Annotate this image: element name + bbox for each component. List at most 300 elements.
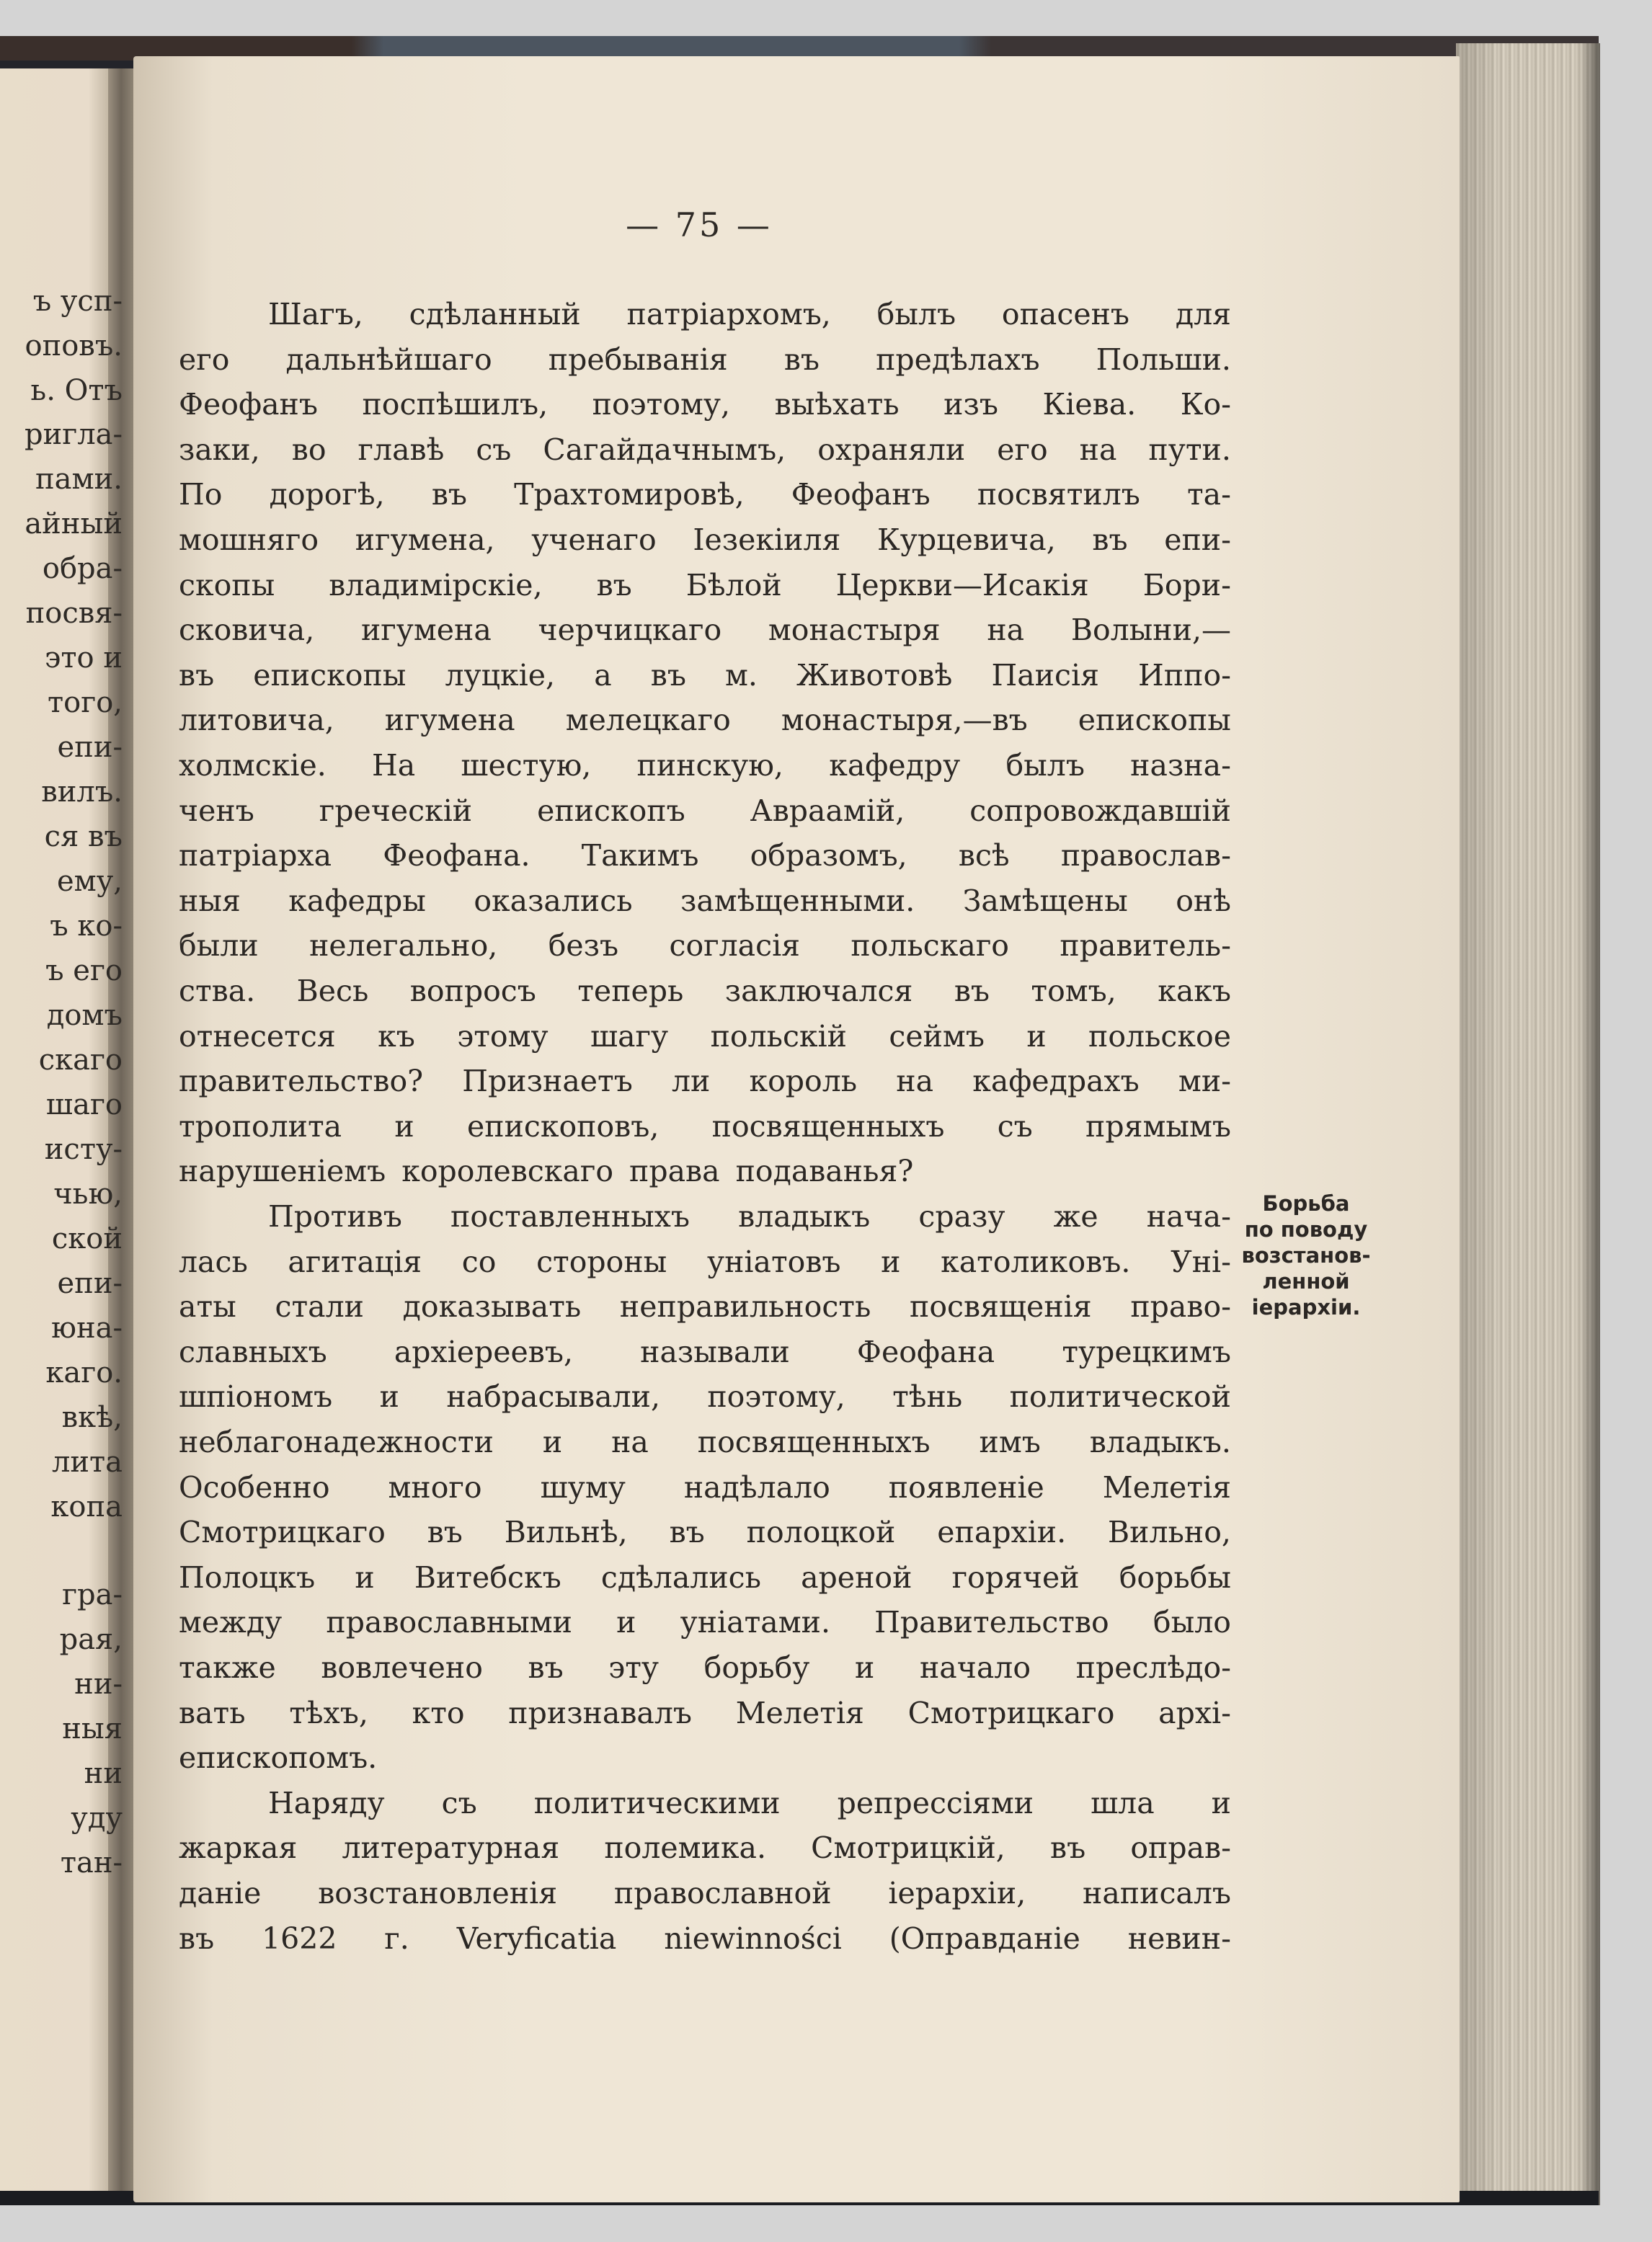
word: данiе [179, 1876, 262, 1910]
word: трополита [179, 1109, 342, 1144]
word: тѣнь [892, 1379, 963, 1414]
text-line [179, 1014, 1231, 1059]
word: назна- [1130, 748, 1231, 783]
word: г. [384, 1921, 409, 1956]
left-fragment: тан- [60, 1846, 123, 1880]
word: поэтому, [707, 1379, 845, 1414]
left-fragment: епи- [57, 1267, 123, 1300]
margin-note-line: Борьба [1262, 1191, 1350, 1216]
word: На [371, 748, 416, 783]
word: сковича, [179, 613, 315, 647]
word: оправ- [1130, 1830, 1231, 1865]
word: и [1026, 1019, 1047, 1054]
word: правитель- [1060, 928, 1231, 963]
word: ли [671, 1064, 711, 1098]
word: на [896, 1064, 934, 1098]
word: холмскiе. [179, 748, 327, 783]
word: полемика. [604, 1830, 766, 1865]
word: архi- [1158, 1696, 1231, 1730]
word: также [179, 1650, 276, 1685]
word: шуму [540, 1470, 626, 1505]
word: горячей [951, 1560, 1080, 1595]
word: та- [1187, 477, 1231, 512]
word: лась [179, 1245, 248, 1279]
word: унiатовъ [706, 1245, 841, 1279]
word: Правительство [874, 1605, 1109, 1640]
word: Признаетъ [462, 1064, 633, 1098]
word: жаркая [179, 1830, 298, 1865]
word: вопросъ [409, 974, 536, 1008]
word: шла [1091, 1786, 1155, 1820]
text-line [268, 292, 1231, 337]
word: католиковъ. [941, 1245, 1131, 1279]
left-fragment: ни- [74, 1668, 123, 1701]
word: поспѣшилъ, [362, 387, 549, 422]
left-fragment: уду [71, 1802, 123, 1835]
word: сдѣлались [600, 1560, 761, 1595]
word: въ [427, 1515, 463, 1549]
word: игумена [360, 613, 492, 647]
word: Кiева. [1042, 387, 1137, 422]
left-fragment: домъ [46, 999, 123, 1032]
word: Смотрицкаго [179, 1515, 386, 1549]
left-fragment: ъ усп- [32, 285, 123, 318]
left-fragment: ъ ко- [50, 909, 123, 943]
left-fragment: исту- [44, 1133, 123, 1166]
text-line [179, 1059, 1231, 1103]
word: Витебскъ [414, 1560, 561, 1595]
text-line [268, 1194, 1231, 1239]
word: Трахтомировѣ, [514, 477, 745, 512]
page-number: — 75 — [626, 205, 773, 244]
word: Такимъ [581, 838, 699, 873]
word: во [291, 432, 327, 467]
word: пребыванiя [548, 342, 728, 377]
word: подаванья? [735, 1154, 914, 1188]
word: и [379, 1379, 399, 1414]
word: Противъ [268, 1199, 402, 1234]
text-line [179, 1240, 1231, 1284]
word: ныя [179, 884, 241, 918]
left-fragment: копа [50, 1490, 123, 1523]
word: охраняли [817, 432, 966, 467]
word: отнесется [179, 1019, 336, 1054]
word: епи- [1164, 522, 1231, 557]
word: niewinności [664, 1921, 842, 1956]
word: епископовъ, [466, 1109, 660, 1144]
word: ареной [801, 1560, 912, 1595]
word: кафедрахъ [972, 1064, 1140, 1098]
word: пинскую, [636, 748, 783, 783]
left-fragment: ъ его [45, 954, 123, 987]
word: съ [997, 1109, 1033, 1144]
word: было [1153, 1605, 1231, 1640]
word: и [394, 1109, 414, 1144]
word: и [1211, 1786, 1231, 1820]
word: м. [725, 658, 758, 693]
word: игумена, [355, 522, 495, 557]
word: кафедру [829, 748, 961, 783]
word: ученаго [531, 522, 657, 557]
word: стали [275, 1289, 364, 1324]
word: польскiй [710, 1019, 847, 1054]
word: преслѣдо- [1075, 1650, 1231, 1685]
word: признавалъ [508, 1696, 692, 1730]
word: полоцкой [746, 1515, 896, 1549]
word: борьбы [1119, 1560, 1231, 1595]
word: ми- [1178, 1064, 1231, 1098]
word: въ [528, 1650, 564, 1685]
word: нелегально, [309, 928, 498, 963]
word: Волыни,— [1070, 613, 1231, 647]
word: Шагъ, [268, 297, 363, 332]
word: онѣ [1176, 884, 1231, 918]
text-line [179, 517, 1231, 562]
margin-note-line: по поводу [1244, 1217, 1368, 1242]
word: Особенно [179, 1470, 330, 1505]
left-fragment: ь. Отъ [30, 374, 123, 407]
word: дальнѣйшаго [285, 342, 492, 377]
word: епископомъ. [179, 1740, 378, 1775]
word: съ [441, 1786, 477, 1820]
text-line [179, 788, 1231, 833]
text-line [268, 1781, 1231, 1825]
word: Замѣщены [962, 884, 1128, 918]
left-fragment: вилъ. [41, 775, 123, 809]
word: въ [783, 342, 820, 377]
word: согласiя [669, 928, 801, 963]
word: оказались [474, 884, 633, 918]
word: замѣщенными. [680, 884, 915, 918]
word: владыкъ [738, 1199, 871, 1234]
word: луцкiе, [445, 658, 556, 693]
word: королевскаго [401, 1154, 614, 1188]
text-line [179, 1735, 1231, 1780]
word: изъ [943, 387, 998, 422]
text-line [179, 337, 1231, 382]
text-line [179, 1825, 1231, 1870]
text-line [179, 1691, 1231, 1735]
text-line [179, 1284, 1231, 1329]
word: посвященiя [910, 1289, 1092, 1324]
word: Феофанъ [179, 387, 318, 422]
word: 1622 [262, 1921, 337, 1956]
word: борьбу [703, 1650, 810, 1685]
word: Iезекiиля [693, 522, 841, 557]
word: православной [613, 1876, 832, 1910]
word: пути. [1148, 432, 1231, 467]
word: набрасывали, [446, 1379, 660, 1414]
margin-note [1234, 1191, 1378, 1320]
word: Польши. [1096, 342, 1231, 377]
left-fragment: юна- [51, 1312, 123, 1345]
left-fragment: каго. [45, 1356, 123, 1389]
word: въ [1092, 522, 1128, 557]
word: польское [1088, 1019, 1231, 1054]
left-fragment: вкѣ, [61, 1401, 123, 1434]
left-fragment: рая, [59, 1623, 123, 1656]
word: монастыря [768, 613, 941, 647]
word: сопровождавшiй [969, 793, 1231, 828]
text-line [179, 427, 1231, 472]
word: имъ [979, 1425, 1041, 1459]
word: игумена [384, 703, 515, 737]
word: черчицкаго [538, 613, 722, 647]
left-fragment: ся въ [44, 820, 123, 853]
text-line [179, 1465, 1231, 1510]
text-line [179, 1510, 1231, 1554]
word: аты [179, 1289, 236, 1324]
word: же [1053, 1199, 1098, 1234]
word: вать [179, 1696, 246, 1730]
word: Животовѣ [796, 658, 953, 693]
word: правительство? [179, 1064, 424, 1098]
text-line [179, 878, 1231, 923]
text-line [179, 833, 1231, 878]
word: на [987, 613, 1025, 647]
word: и [542, 1425, 563, 1459]
left-fragment: скаго [38, 1044, 123, 1077]
word: были [179, 928, 259, 963]
word: Мелетiя [735, 1696, 864, 1730]
word: православными [326, 1605, 572, 1640]
word: и [855, 1650, 875, 1685]
word: безъ [548, 928, 619, 963]
word: посвященныхъ [697, 1425, 931, 1459]
word: унiатами. [680, 1605, 830, 1640]
word: Феофанъ [791, 477, 931, 512]
word: ченъ [179, 793, 254, 828]
text-line [179, 1555, 1231, 1600]
word: и [881, 1245, 901, 1279]
word: репрессiями [837, 1786, 1034, 1820]
word: Авраамiй, [750, 793, 905, 828]
word: Курцевича, [877, 522, 1056, 557]
word: въ [179, 1921, 215, 1956]
left-fragment: ригла- [25, 418, 123, 451]
word: епархiи. [937, 1515, 1067, 1549]
word: политической [1009, 1379, 1231, 1414]
word: эту [608, 1650, 660, 1685]
word: посвященныхъ [711, 1109, 945, 1144]
word: король [749, 1064, 858, 1098]
word: Сагайдачнымъ, [543, 432, 786, 467]
left-fragment: посвя- [25, 597, 123, 630]
page-edges-shade [1456, 43, 1600, 2205]
word: Бори- [1142, 568, 1231, 602]
word: польскаго [851, 928, 1009, 963]
margin-note-line: ленной [1262, 1269, 1350, 1294]
word: неправильность [619, 1289, 871, 1324]
left-fragment: пами. [35, 463, 123, 496]
word: его [997, 432, 1048, 467]
word: предѣлахъ [876, 342, 1040, 377]
word: надѣлало [683, 1470, 830, 1505]
word: въ [954, 974, 990, 1008]
text-line [179, 653, 1231, 698]
word: Полоцкъ [179, 1560, 316, 1595]
word: право- [1130, 1289, 1231, 1324]
word: греческiй [319, 793, 473, 828]
word: его [179, 342, 230, 377]
word: мелецкаго [565, 703, 731, 737]
word: тѣхъ, [289, 1696, 368, 1730]
word: Феофана. [383, 838, 530, 873]
word: возстановленiя [318, 1876, 558, 1910]
word: доказывать [402, 1289, 582, 1324]
word: владимiрскiе, [329, 568, 543, 602]
word: литературная [342, 1830, 560, 1865]
text-line [179, 969, 1231, 1013]
margin-note-line: iерархiи. [1251, 1295, 1361, 1320]
word: съ [476, 432, 512, 467]
word: Veryficatia [456, 1921, 617, 1956]
word: По [179, 477, 223, 512]
word: со [461, 1245, 497, 1279]
word: въ [1049, 1830, 1086, 1865]
word: начало [919, 1650, 1031, 1685]
left-fragment: ему, [56, 865, 123, 898]
word: ства. [179, 974, 256, 1008]
word: образомъ, [750, 838, 907, 873]
left-fragment: ни [84, 1757, 123, 1790]
word: и [355, 1560, 375, 1595]
word: шпiономъ [179, 1379, 333, 1414]
word: владыкъ. [1089, 1425, 1231, 1459]
word: какъ [1158, 974, 1231, 1008]
left-fragment: епи- [57, 731, 123, 764]
word: прямымъ [1085, 1109, 1231, 1144]
word: между [179, 1605, 283, 1640]
word: выѣхать [774, 387, 900, 422]
word: поставленныхъ [450, 1199, 690, 1234]
word: патрiархомъ, [626, 297, 831, 332]
text-line [179, 382, 1231, 427]
word: появленiе [888, 1470, 1044, 1505]
word: былъ [876, 297, 956, 332]
text-line [179, 698, 1231, 742]
word: Паисiя [991, 658, 1099, 693]
word: написалъ [1083, 1876, 1231, 1910]
word: называли [640, 1335, 790, 1369]
word: славныхъ [179, 1335, 327, 1369]
word: заки, [179, 432, 260, 467]
word: сеймъ [889, 1019, 985, 1054]
word: нарушенiемъ [179, 1154, 386, 1188]
word: турецкимъ [1062, 1335, 1231, 1369]
word: епископы [1078, 703, 1231, 737]
word: мошняго [179, 522, 319, 557]
word: епископъ [537, 793, 685, 828]
word: агитацiя [288, 1245, 422, 1279]
word: этому [457, 1019, 549, 1054]
word: въ [179, 658, 215, 693]
left-fragment: ской [51, 1222, 123, 1255]
word: въ [669, 1515, 705, 1549]
word: былъ [1005, 748, 1085, 783]
word: права [629, 1154, 720, 1188]
left-fragment: айный [25, 507, 123, 541]
left-fragment: это и [45, 641, 123, 675]
word: Иппо- [1138, 658, 1231, 693]
word: невин- [1127, 1921, 1231, 1956]
word: всѣ [958, 838, 1010, 873]
word: для [1175, 297, 1231, 332]
text-line [179, 1600, 1231, 1645]
text-line [179, 1104, 1231, 1149]
word: дорогѣ, [269, 477, 385, 512]
word: кафедры [288, 884, 426, 918]
word: Наряду [268, 1786, 385, 1820]
word: шагу [590, 1019, 669, 1054]
word: Весь [296, 974, 369, 1008]
word: въ [596, 568, 632, 602]
word: къ [378, 1019, 415, 1054]
word: (Оправданiе [889, 1921, 1080, 1956]
word: вовлечено [321, 1650, 483, 1685]
word: на [1079, 432, 1117, 467]
text-line [179, 1645, 1231, 1690]
word: кто [412, 1696, 465, 1730]
text-line [179, 563, 1231, 608]
text-line [179, 1871, 1231, 1916]
text-line [179, 743, 1231, 788]
word: скопы [179, 568, 275, 602]
left-fragment: лита [51, 1446, 123, 1479]
text-line [179, 923, 1231, 968]
word: много [388, 1470, 482, 1505]
text-line [179, 1330, 1231, 1374]
word: посвятилъ [977, 477, 1140, 512]
word: Ко- [1180, 387, 1231, 422]
word: стороны [536, 1245, 667, 1279]
text-line [179, 1374, 1231, 1419]
word: Церкви—Исакiя [835, 568, 1089, 602]
left-fragment: гра- [62, 1578, 123, 1611]
word: томъ, [1031, 974, 1116, 1008]
left-fragment: чью, [53, 1178, 123, 1211]
word: литовича, [179, 703, 334, 737]
word: и [616, 1605, 636, 1640]
word: заключался [724, 974, 913, 1008]
text-line [179, 1149, 1231, 1193]
word: Унi- [1171, 1245, 1231, 1279]
text-line [179, 1420, 1231, 1464]
word: патрiарха [179, 838, 332, 873]
word: iерархiи, [888, 1876, 1026, 1910]
word: православ- [1060, 838, 1231, 873]
word: Смотрицкаго [907, 1696, 1115, 1730]
left-fragment: ныя [62, 1712, 123, 1745]
word: теперь [577, 974, 684, 1008]
left-fragment: шаго [45, 1088, 123, 1121]
word: шестую, [461, 748, 592, 783]
word: въ [431, 477, 467, 512]
word: нача- [1146, 1199, 1231, 1234]
word: на [611, 1425, 649, 1459]
word: Мелетiя [1102, 1470, 1231, 1505]
text-line [179, 608, 1231, 652]
word: Вильно, [1108, 1515, 1231, 1549]
word: неблагонадежности [179, 1425, 494, 1459]
word: опасенъ [1001, 297, 1130, 332]
word: епископы [253, 658, 407, 693]
word: Бѣлой [685, 568, 782, 602]
left-fragment: оповъ. [25, 329, 123, 362]
word: архiереевъ, [394, 1335, 573, 1369]
word: политическими [533, 1786, 781, 1820]
word: а [594, 658, 612, 693]
